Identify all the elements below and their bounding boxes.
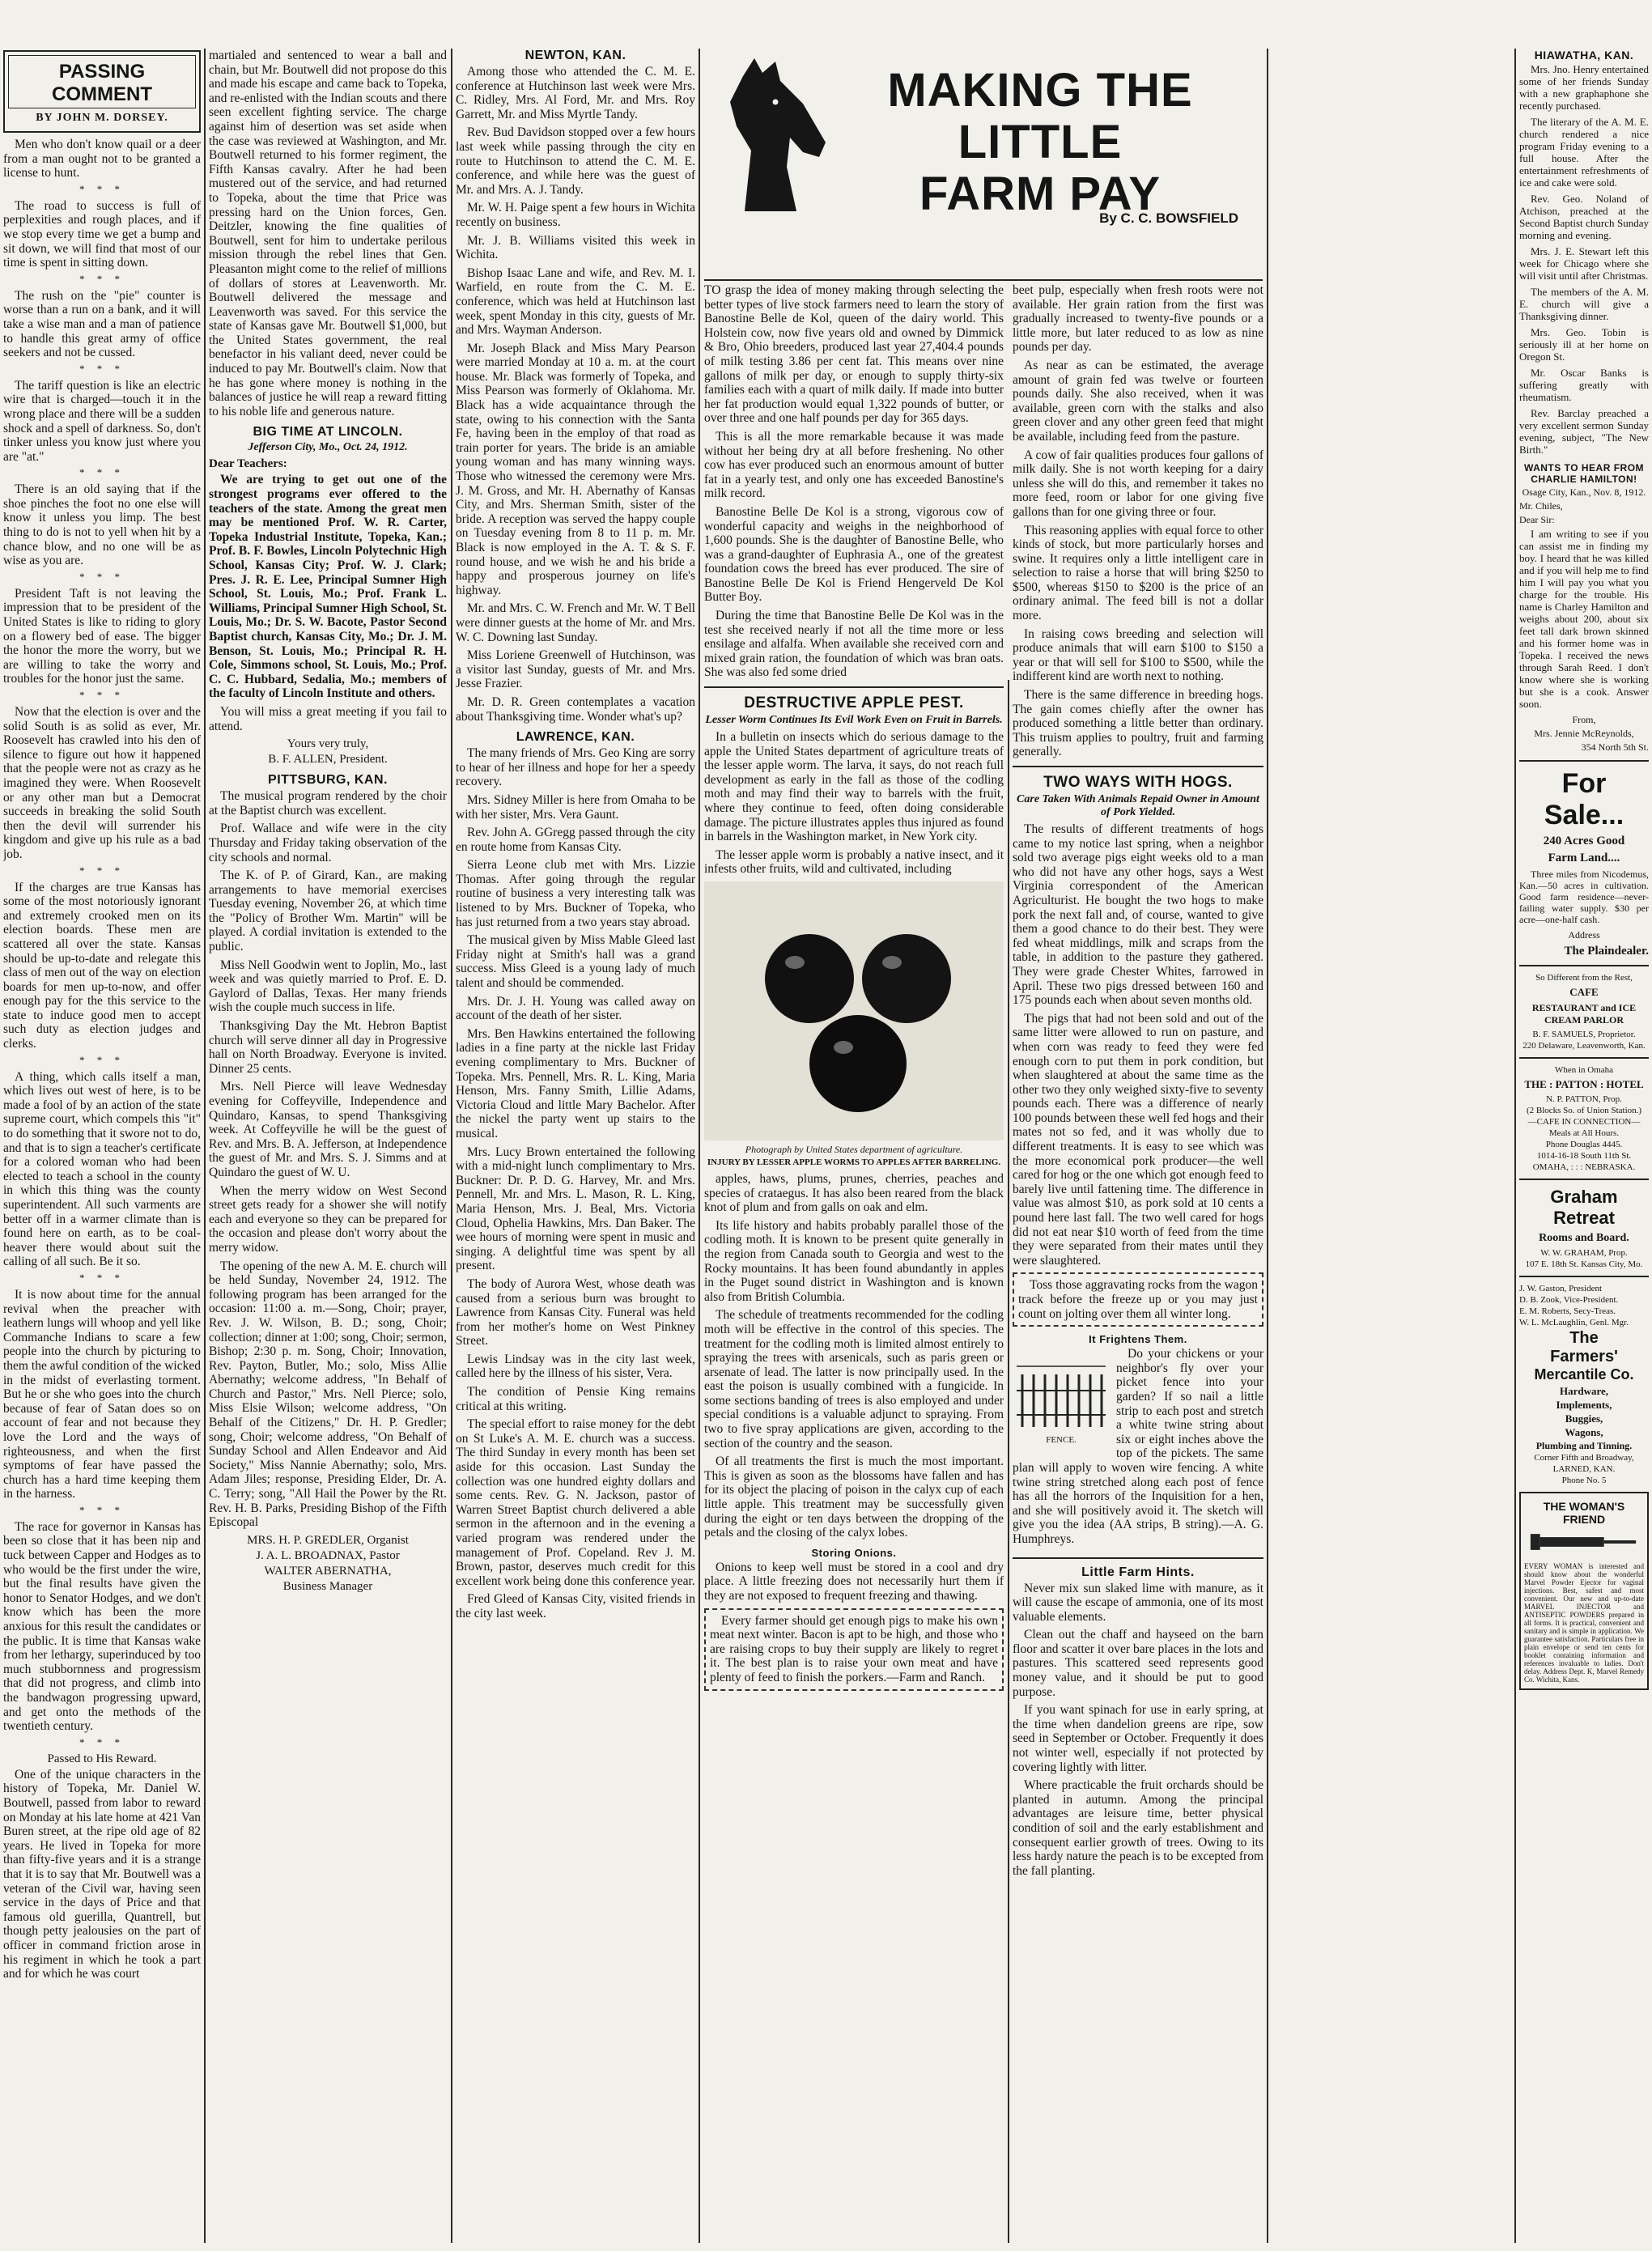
paragraph: beet pulp, especially when fresh roots were not available. Her grain ration from the first was gradually increased to twenty-five pounds or a little more, but later reduced to as low as nine pounds per day. — [1013, 283, 1263, 355]
feature-byline: By C. C. BOWSFIELD — [1099, 210, 1238, 226]
heading-little-farm-hints: Little Farm Hints. — [1081, 1565, 1195, 1579]
paragraph: This is all the more remarkable because it was made without her being dry at all before freshening. No other cow has ever produced such an enormous amount of butter fat in a yearly test, and only one has exceeded Banostine's milk record. — [704, 429, 1004, 501]
paragraph: One of the unique characters in the history of Topeka, Mr. Daniel W. Boutwell, passed from labor to reward on Monday at his late home at 421 Van Buren street, at the ripe old age of 82 years. He lived in Topeka for more than fifty-five years and it is a strange that it is to say that Mr. Boutwell was a veteran of the Civil war, having seen service in the days of Price and that famous old guerilla, Quantrell, but though petty jealousies on the part of officer in command friction arose in his regiment in which he took a part and for which he was court — [3, 1767, 201, 1981]
paragraph: The musical given by Miss Mable Gleed last Friday night at Smith's hall was a grand success. Miss Gleed is a young lady of much talent and should be commended. — [456, 933, 695, 991]
ad-line: 240 Acres Good — [1543, 835, 1625, 847]
paragraph: Banostine Belle De Kol is a strong, vigorous cow of wonderful capacity and weighs in the neighborhood of 1,600 pounds. She is the daughter of Banostine Belle, who was a grand-daughter of Euphrasia A., one of the greatest foundation cows the breed has ever produced. The sire of Banostine Belle De Kol is Friend Hengerveld De Kol Butter Boy. — [704, 504, 1004, 605]
ad-line: When in Omaha — [1554, 1065, 1614, 1075]
paragraph: Men who don't know quail or a deer from a man ought not to be granted a license to hunt. — [3, 138, 201, 181]
paragraph: Mrs. Ben Hawkins entertained the following ladies in a fine party at the nickle last Friday evening complimentary to Mrs. Buckner of Topeka. Mrs. Pennell, Mrs. R. L. King, Maria Henson, Mrs. Fanny Smith, Lillie Adams, Victoria Cloud and little Mary Bachelor. After the nickel the party went up stairs to the musical. — [456, 1026, 695, 1140]
paragraph: The special effort to raise money for the debt on St Luke's A. M. E. church was a success. The third Sunday in every month has been set aside for this occasion. Last Sunday the collection was one hundred eighty dollars and some cents. Rev. G. N. Jackson, pastor of Warren Street Baptist church delivered a able sermon in the afternoon and in the evening a varied program was rendered under the management of Prof. Copeland. Rev J. M. Brown, pastor, deserves much credit for this excellent work being done this conference year. — [456, 1417, 695, 1588]
passing-comment-byline: BY JOHN M. DORSEY. — [36, 112, 168, 124]
paragraph: Bishop Isaac Lane and wife, and Rev. M. I. Warfield, en route from the C. M. E. conference, which was held at Hutchinson last week, spent Monday in this city, guests of Mr. and Mrs. Wayman Anderson. — [456, 265, 695, 338]
ad-line: (2 Blocks So. of Union Station.) — [1526, 1106, 1642, 1115]
ad-line: W. W. GRAHAM, Prop. — [1540, 1248, 1628, 1258]
paragraph: Mrs. Jno. Henry entertained some of her friends Sunday with a new graphaphone she recently purchased. — [1519, 63, 1649, 112]
salutation: Dear Teachers: — [209, 457, 287, 471]
paragraph: President Taft is not leaving the impression that to be president of the United States is like to riding to glory on a flowery bed of ease. The bigger the honor the more the worry, but we are willing to take the worry and troubles for the honor just the same. — [3, 586, 201, 686]
ad-line: E. M. Roberts, Secy-Treas. — [1519, 1306, 1616, 1316]
heading-hiawatha: HIAWATHA, KAN. — [1534, 49, 1634, 62]
paragraph: A thing, which calls itself a man, which lives out west of here, is to be made a fool of by an action of the state supreme court, which compels this "it" to do something that it swore not to do, and that is to sign a teacher's certificate for a colored woman who had been elected to teach a school in the county in which this thing was the county superintendent. All such varments are better off in a warmer climate than is found here on earth, as to be coal-heaver there would about suit the calling of all such. Be it so. — [3, 1069, 201, 1269]
signature-name: B. F. ALLEN, President. — [268, 753, 388, 767]
paragraph: If you want spinach for use in early spring, at the time when dandelion greens are ripe, sow seed in September or October. Frequently it does not winter well, especially if not protected by covering lightly with litter. — [1013, 1703, 1263, 1774]
paragraph: Miss Loriene Greenwell of Hutchinson, was a visitor last Sunday, guests of Mr. and Mrs. Jesse Frazier. — [456, 648, 695, 691]
paragraph: Miss Nell Goodwin went to Joplin, Mo., last week and was quietly married to Prof. E. D. Gaylord of Dallas, Texas. Her many friends wish the couple much success in life. — [209, 958, 447, 1015]
column-newton-lawrence — [456, 49, 695, 2243]
column-hiawatha-ads — [1519, 49, 1649, 2243]
column-rule — [204, 49, 206, 2243]
ad-line: Phone Douglas 4445. — [1545, 1140, 1623, 1149]
heading-apple-pest: DESTRUCTIVE APPLE PEST. — [744, 694, 964, 712]
heading-charlie-hamilton: WANTS TO HEAR FROM CHARLIE HAMILTON! — [1523, 462, 1645, 485]
paragraph: When the merry widow on West Second street gets ready for a shower she will notify each and everyone so they can be prepared for the occasion and please don't worry about the merry widow. — [209, 1183, 447, 1255]
sub-heading: Passed to His Reward. — [47, 1752, 157, 1765]
paragraph: Mr. W. H. Paige spent a few hours in Wichita recently on business. — [456, 201, 695, 229]
passing-comment-box — [3, 50, 201, 133]
paragraph: The pigs that had not been sold and out of the same litter were allowed to run on pasture, and when corn was ready to feed they were fed enough corn to put them in pork condition, but when slaughtered at about the same time as the other two they only weighed sixty-five to seventy pounds each. There was a difference of nearly 100 pounds between these well fed hogs and their mates not so fed, and it was wholly due to different treatments. It is easy to see which was the more economical pork producer—the well cared for hog or the one which got enough feed to barely live until fattening time. The difference in value was almost $10, as pork sold at 10 cents a pound here last fall. The two well cared for hogs did not eat near $10 worth of feed from the time they were separated from their mates until they were slaughtered. — [1013, 1011, 1263, 1268]
ad-line: The — [1569, 1329, 1599, 1347]
paragraph: Thanksgiving Day the Mt. Hebron Baptist church will serve dinner all day in Progressive hall on North Broadway. Everyone is invited. Dinner 25 cents. — [209, 1019, 447, 1076]
column-farm-pay-right — [1013, 283, 1263, 2243]
paragraph: Of all treatments the first is much the most important. This is given as soon as the blossoms have fallen and has for its object the placing of poison in the calyx cup of each little apple. This treatment may be successfully given during the eight or ten days between the dropping of the petals and the closing of the calyx lobes. — [704, 1455, 1004, 1540]
paragraph: Mrs. Geo. Tobin is seriously ill at her home on Oregon St. — [1519, 326, 1649, 363]
paragraph: Mrs. Lucy Brown entertained the following with a mid-night lunch complimentary to Mrs. Buckner: Dr. P. D. G. Harvey, Mr. and Mrs. Pennell, Mr. and Mrs. L. Mason, R. L. King, Maria Henson, Mrs. J. Beal, Mrs. Victoria Cloud, Ophelia Hawkins, Mrs. Dan Baker. The wee hours of morning were spent in music and singing. A delightful time was spent by all present. — [456, 1145, 695, 1273]
ad-line: Hardware, — [1559, 1385, 1609, 1397]
paragraph: The musical program rendered by the choir at the Baptist church was excellent. — [209, 789, 447, 818]
ad-line: Corner Fifth and Broadway, — [1534, 1453, 1634, 1463]
signature-line: Yours very truly, — [287, 737, 369, 751]
paragraph: Rev. Geo. Noland of Atchison, preached at the Second Baptist church Sunday morning and evening. — [1519, 193, 1649, 241]
column-rule — [1008, 680, 1009, 2243]
column-rule — [699, 49, 700, 2243]
horse-head-icon — [712, 53, 834, 215]
ad-line: —CAFE IN CONNECTION— — [1527, 1117, 1641, 1127]
letter-from-name: Mrs. Jennie McReynolds, — [1534, 728, 1634, 739]
fence-sketch — [1013, 1350, 1110, 1447]
paragraph: The lesser apple worm is probably a native insect, and it infests other fruits, wild and cultivated, including — [704, 847, 1004, 877]
paragraph: This reasoning applies with equal force to other kinds of stock, but more particularly horses and swine. It requires only a little intelligent care in selection to raise a horse that will bring $250 to $500, whereas $150 to $200 is the price of an ordinary animal. The feed bill is not a dollar more. — [1013, 523, 1263, 623]
heading-storing-onions: Storing Onions. — [811, 1546, 897, 1559]
paragraph: You will miss a great meeting if you fail to attend. — [209, 704, 447, 733]
paragraph: Mrs. Dr. J. H. Young was called away on account of the death of her sister. — [456, 994, 695, 1023]
passing-comment-title: PASSING COMMENT — [8, 55, 196, 108]
ad-line: LARNED, KAN. — [1552, 1464, 1616, 1474]
paragraph: It is now about time for the annual revival when the preacher with leathern lungs will whoop and yell like Commanche Indians to scare a few people into the church by picturing to them the awful condition of the wicked in the midst of everlasting torment. But he or she who goes into the church because of fear of Satan does so on account of fear and not because they love the Lord and the ways of righteousness, and when the first symptoms of fear have passed the church has a hard time keeping them in the harness. — [3, 1287, 201, 1501]
paragraph: The road to success is full of perplexities and rough places, and if we stop every time we get a bump and sit down, we will find that most of our time is spent in sitting down. — [3, 198, 201, 270]
paragraph: Fred Gleed of Kansas City, visited friends in the city last week. — [456, 1592, 695, 1620]
paragraph: The race for governor in Kansas has been so close that it has been nip and tuck between Capper and Hodges as to who would be the first under the wire, but the final results have given the honor to Senator Hodges, and we don't know which has been the more anxious for this result the candidates or the public. It is time that Kansas wake from her lethargy, superinduced by too much stubbornness and progressism that did not progress, and climb into the bandwagon progressing upward, and get onto the methods of the twentieth century. — [3, 1519, 201, 1734]
heading-newton: NEWTON, KAN. — [524, 49, 626, 62]
paragraph: The members of the A. M. E. church will give a Thanksgiving dinner. — [1519, 286, 1649, 322]
ad-line: Buggies, — [1565, 1412, 1603, 1425]
paragraph: The results of different treatments of hogs came to my notice last spring, when a neighbor sold two average pigs eight weeks old to a man who did not have any other hogs, says a West Virginia correspondent of the American Agriculturist. He bought the two hogs to make pork the next fall and, of course, wanted to give them a good chance to do their best. They were fed wheat middlings, milk and scraps from the table, in addition to the pasture they gathered. They were grade Chester Whites, farrowed in April. These two pigs dressed between 160 and 175 pounds each when about seven months old. — [1013, 822, 1263, 1008]
ad-line: J. W. Gaston, President — [1519, 1284, 1603, 1293]
heading-big-time-at-lincoln: BIG TIME AT LINCOLN. — [253, 425, 403, 440]
heading-it-frightens-them: It Frightens Them. — [1089, 1333, 1187, 1346]
ad-line: 220 Delaware, Leavenworth, Kan. — [1522, 1041, 1646, 1051]
paragraph: TO grasp the idea of money making through selecting the better types of live stock farmers need to learn the story of Banostine Belle de Kol, queen of the dairy world. This Holstein cow, now five years old and owned by Dimmick & Bro, Ohio breeders, produced last year 27,404.4 pounds of milk testing 3.86 per cent fat. This means over nine gallons of milk per day, or enough to supply thirty-six families each with a quart of milk daily. If made into butter her fat production would equal 1,322 pounds of butter, or over three and one half pounds per day for 365 days. — [704, 283, 1004, 426]
ad-line: RESTAURANT and ICE CREAM PARLOR — [1531, 1002, 1637, 1026]
signature-line: MRS. H. P. GREDLER, Organist — [247, 1533, 409, 1547]
heading-two-ways-with-hogs: TWO WAYS WITH HOGS. — [1043, 774, 1233, 791]
ad-line: Plumbing and Tinning. — [1535, 1440, 1633, 1451]
ad-line: THE : PATTON : HOTEL — [1524, 1078, 1644, 1090]
paragraph: The rush on the "pie" counter is worse than a run on a bank, and it will take a wise man and a man of patience to handle this great army of office seekers and not be cussed. — [3, 288, 201, 360]
ad-line: Address — [1568, 929, 1600, 941]
ad-line: So Different from the Rest, — [1535, 973, 1633, 983]
paragraph: Mr. Joseph Black and Miss Mary Pearson were married Monday at 10 a. m. at the court house. Mr. Black was formerly of Topeka, and Miss Pearson was formerly of Oklahoma. Mr. Black has a wide acquaintance through the state, owing to his connection with the Santa Fe, having been in the employ of that road as train porter for years. The bride is an amiable young woman and has many winning ways. Those who witnessed the ceremony were Mrs. J. M. Gross, and Mr. H. Abernathy of Kansas City, and Mrs. Sherman Smith, sister of the bride. A reception was served the happy couple on Tuesday evening from 8 to 11 p. m. Mr. Black is now employed in the A. T. & S. F. round house, and we wish he and his bride a happy and prosperous journey on life's highway. — [456, 341, 695, 597]
column-rule — [451, 49, 452, 2243]
paragraph: In raising cows breeding and selection will produce animals that will earn $100 to $150 a year or that will sell for $100 to $500, while the indifferent kind are worth next to nothing. — [1013, 626, 1263, 684]
womans-friend-text: EVERY WOMAN is interested and should know about the wonderful Marvel Powder Ejector for vaginal injections. Best, safest and most convenient. Our new and up-to-date MARVEL INJECTOR and ANTISEPTIC POWDERS prepared in all forms. It is practical, convenient and sanitary and is simple in application. We guarantee satisfaction. Particulars free in plain envelope or send ten cents for booklet containing information and references invaluable to ladies. Don't delay. Address Dept. K, Marvel Remedy Co. Wichita, Kans. — [1524, 1562, 1644, 1684]
paragraph: Rev. John A. GGregg passed through the city en route home from Kansas City. — [456, 826, 695, 854]
column-lincoln-pittsburg — [209, 49, 447, 2243]
paragraph: Onions to keep well must be stored in a cool and dry place. A little freezing does not necessarily hurt them if they are not exposed to frequent freezing and thawing. — [704, 1560, 1004, 1603]
paragraph: The literary of the A. M. E. church rendered a nice program Friday evening to a full house. After the entertainment refreshments of ice and cake were sold. — [1519, 116, 1649, 189]
paragraph: Do your chickens or your neighbor's fly over your picket fence into your garden? If so nail a little strip to each post and stretch a white twine string about six or eight inches above the top of the pickets. The same plan will apply to woven wire fencing. A white twine string stretched along each post of fence has all the horrors of the Inquisition for a hen, and she will positively avoid it. The sketch will give you the idea (AA strips, B string).—A. G. Humphreys. — [1013, 1347, 1263, 1546]
ad-line: Implements, — [1556, 1399, 1612, 1411]
paragraph: The opening of the new A. M. E. church will be held Sunday, November 24, 1912. The following program has been arranged for the occasion: 11:00 a. m.—Song, Choir; prayer, Rev. J. W. Wilson, B. D.; song, Choir; collection; dinner at 1:00; song, Choir; sermon, Bishop; 2:30 p. m. Song, Choir; Innovation, Rev. Payton, Butler, Mo.; solo, Miss Allie Abernathy; welcome address, "In Behalf of Church and Pastor," Mrs. Nell Pierce; solo, Miss Elsie Wilson; welcome address, "On Behalf of the Citizens," Dr. H. P. Gredler; song, Choir; welcome address, "On Behalf of Sunday School and Allen Endeavor and Aid Society," Miss Nannie Abernathy; solo, Mrs. Adam Jiles; response, Presiding Elder, Dr. A. C. Terry; song, "All Hail the Power by the Rt. Rev. H. B. Parks, Presiding Bishop of the Fifth Episcopal — [209, 1259, 447, 1530]
paragraph: Mrs. Sidney Miller is here from Omaha to be with her sister, Mrs. Vera Gaunt. — [456, 792, 695, 822]
paragraph: Now that the election is over and the solid South is as solid as ever, Mr. Roosevelt has crawled into his den of silence to figure out how it happened that the people were not as crazy as he imagined they were. When Roosevelt or any other man but a Democrat succeeds in breaking the solid South then the devil will surrender his kingdom and give up his rule as a bad job. — [3, 705, 201, 861]
ad-line: OMAHA, : : : NEBRASKA. — [1532, 1162, 1636, 1172]
paragraph: There is an old saying that if the shoe pinches the foot no one else will know it unless you limp. The best thing to do is not to yell when hit by a chance blow, and no one will be as wise as you are. — [3, 482, 201, 568]
rocks-tip-box: Toss those aggravating rocks from the wagon track before the freeze up or you may just count on jolting over them all winter long. — [1013, 1272, 1263, 1327]
column-rule — [1514, 49, 1516, 2243]
subheading-apple-pest: Lesser Worm Continues Its Evil Work Even on Fruit in Barrels. — [705, 714, 1003, 727]
subheading-hogs: Care Taken With Animals Repaid Owner in Amount of Pork Yielded. — [1017, 793, 1259, 818]
ad-line: D. B. Zook, Vice-President. — [1519, 1295, 1619, 1305]
paragraph: martialed and sentenced to wear a ball and chain, but Mr. Boutwell did not propose do this and made his escape and came back to Topeka, and re-enlisted with the Indian scouts and there seen excellent fighting service. The charge against him of desertion was set aside when the case was reviewed at Washington, and Mr. Boutwell returned to his former regiment, the Fifth Kansas cavalry. After he had been mustered out of the service, and had returned to Topeka, about the time that Price was pressing hard on the Union forces, Gen. Deitzler, knowing the fine qualities of Boutwell, sent for him to undertake perilous mission through the rebel lines that Gen. Pleasanton might come to the relief of millions of dollars of stores at Leavenworth. Mr. Boutwell delivered the message and Leavenworth was saved. For this service the state of Kansas gave Mr. Boutwell $1,000, but the United States government, the real benefactor in his valiant deed, never could be induced to pay Mr. Boutwell's claim. Now that he has gone where money is nothing in the balances of justice he will reap a reward fitting to his noble life and generous nature. — [209, 49, 447, 418]
ad-line: Wagons, — [1565, 1426, 1603, 1438]
ad-line: 107 E. 18th St. Kansas City, Mo. — [1525, 1259, 1643, 1269]
letter-from: From, — [1572, 714, 1596, 725]
column-rule — [1267, 49, 1268, 2243]
paragraph: Among those who attended the C. M. E. conference at Hutchinson last week were Mrs. C. Ridley, Mrs. Al Ford, Mr. and Mrs. Roy Garrett, Mr. and Miss Myrtle Tandy. — [456, 65, 695, 121]
photo-caption: INJURY BY LESSER APPLE WORMS TO APPLES AFTER BARRELING. — [707, 1157, 1001, 1167]
paragraph: We are trying to get out one of the strongest programs ever offered to the teachers of the state. Among the great men may be mentioned Prof. W. R. Carter, Topeka Industrial Institute, Topeka, Kan.; Prof. B. F. Bowles, Lincoln Polytechnic High School, Kansas City; Prof. W. J. Clark; Pres. J. R. E. Lee, Principal Sumner High School, St. Louis, Mo.; Prof. Frank L. Williams, Principal Sumner High School, St. Louis, Mo.; Dr. S. W. Bacote, Pastor Second Baptist church, Kansas City, Mo.; Dr. J. M. Benson, St. Louis, Mo.; Principal R. H. Cole, Simmons school, St. Louis, Mo.; Prof. C. C. Hubbard, Sedalia, Mo.; members of the faculty of Lincoln Institute and others. — [209, 473, 447, 701]
for-sale-title: For Sale... — [1544, 768, 1624, 830]
ad-line: Meals at All Hours. — [1548, 1128, 1620, 1138]
signature-line: Business Manager — [282, 1579, 373, 1593]
paragraph: Mr. J. B. Williams visited this week in Wichita. — [456, 233, 695, 262]
mercantile-title: Mercantile Co. — [1534, 1366, 1634, 1382]
paragraph: The K. of P. of Girard, Kan., are making arrangements to have memorial exercises Tuesday evening, November 26, at which time the "Policy of Brother Wm. Martin" will be played. A cordial invitation is extended to the public. — [209, 869, 447, 954]
paragraph: apples, haws, plums, prunes, cherries, peaches and species of crataegus. It has also been reared from the black knot of plum and from galls on oak and elm. — [704, 1171, 1004, 1215]
feature-headline — [704, 49, 1263, 281]
paragraph: Mrs. J. E. Stewart left this week for Chicago where she will visit until after Christmas. — [1519, 245, 1649, 282]
apples-photo — [704, 881, 1004, 1140]
paragraph: A cow of fair qualities produces four gallons of milk daily. She is not worth keeping for a dairy unless she will do this, and remember it takes no more feed, room or labor for one giving five gallons than for one giving three or four. — [1013, 448, 1263, 519]
column-farm-pay-left — [704, 283, 1004, 2243]
dateline: Osage City, Kan., Nov. 8, 1912. — [1522, 486, 1646, 498]
heading-pittsburg: PITTSBURG, KAN. — [268, 773, 388, 788]
ad-line: The Plaindealer. — [1564, 945, 1649, 958]
paragraph: Lewis Lindsay was in the city last week, called here by the illness of his sister, Vera. — [456, 1352, 695, 1381]
paragraph: If the charges are true Kansas has some of the most notoriously ignorant and extremely crooked men on its election boards. These men are scattered all over the state. Kansas should be up-to-date and relegate this class of men out of the way on election boards for men up-to-now, and offer enough pay for the this service to the state to induce good men to accept such duty as election judges and clerks. — [3, 880, 201, 1051]
paragraph: Rev. Bud Davidson stopped over a few hours last week while passing through the city en route to Hutchinson to attend the C. M. E. conference, and while here was the guest of Mr. and Mrs. A. J. Tandy. — [456, 125, 695, 197]
ad-line: Phone No. 5 — [1561, 1476, 1607, 1485]
farmer-tip-box: Every farmer should get enough pigs to make his own meat next winter. Bacon is apt to be high, and those who are raising crops to buy their supply are likely to regret it. The best plan is to raise your own meat and have plenty of feed to finish the porkers.—Farm and Ranch. — [704, 1608, 1004, 1691]
paragraph: Sierra Leone club met with Mrs. Lizzie Thomas. After going through the regular routine of business a very interesting talk was listened to by Mrs. Buckner of Topeka, who has just returned from a two years stay abroad. — [456, 858, 695, 929]
paragraph: I am writing to see if you can assist me in finding my boy. I heard that he was killed and if you will help me to find him I will pay you what you charge for the trouble. His name is Charley Hamilton and weighs about 200, about six feet tall dark brown skinned and his former home was in Topeka. I received the news through Sarah Reed. I don't know where she is working but she is a cook. Answer soon. — [1519, 528, 1649, 710]
ad-line: B. F. SAMUELS, Proprietor. — [1532, 1030, 1636, 1039]
paragraph: During the time that Banostine Belle De Kol was in the test she received nearly if not all the time more or less ensilage and alfalfa. When available she received corn and mixed grain ration, the foundation of which was bran oats. She was also fed some dried — [704, 609, 1004, 680]
fence-label: FENCE. — [1046, 1435, 1077, 1446]
paragraph: As near as can be estimated, the average amount of grain fed was twelve or fourteen pounds daily. She also received, when it was available, green corn with the stalks and also green clover and any other green feed that might be available, including feed from the pasture. — [1013, 358, 1263, 444]
paragraph: There is the same difference in breeding hogs. The gain comes chiefly after the owner has produced something a little better than ordinary. This truism applies to poultry, fruit and farming generally. — [1013, 688, 1263, 759]
paragraph: The body of Aurora West, whose death was caused from a serious burn was brought to Lawrence from Kansas City. Funeral was held from her mother's home on West Pinkney Street. — [456, 1276, 695, 1348]
paragraph: Mrs. Nell Pierce will leave Wednesday evening for Coffeyville, Independence and Quindaro, Kansas, to spend Thanksgiving week. At Coffeyville he will be the guest of Rev. and Mrs. B. A. Jefferson, at Independence the guest of Mr. and Mrs. S. J. Simms and at Quindaro the guest of W. U. — [209, 1080, 447, 1179]
column-passing-comment: PASSING COMMENT BY JOHN M. DORSEY. Men who don't know quail or a deer from a man ought not to be granted a license to hunt. * * * The road to success is full of perplexities and rough places, and if we stop every time we get a bump and sit down, we will find that most of our time is spent in sitting down. * * * The rush on the "pie" counter is worse than a run on a bank, and it will take a wise man and a man of patience to handle this great army of office seekers and not be cussed. * * * The tariff question is like an electric wire that is charged—touch it in the wrong place and there will be a sudden shock and a spell of darkness. So, don't tinker unless you know just where you are "at." * * * There is an old saying that if the shoe pinches the foot no one else will know it unless you limp. The best thing to do is not to yell when hit by a chance blow, and no one will be as wise as you are. * * * President Taft is not leaving the impression that to be president of the United States is like to riding to glory on a flowery bed of ease. The bigger the honor the more the worry, but we are willing to take the worry and troubles for the honor just the same. * * * Now that the election is over and the solid South is as solid as ever, Mr. Roosevelt has crawled into his den of silence to figure out how it happened that the people were not as crazy as he imagined they were. When Roosevelt or any other man but a Democrat succeeds in breaking the solid South then the devil will surrender his kingdom and give up his rule as a bad job. * * * If the charges are true Kansas has some of the most notoriously ignorant and extremely crooked men on its election boards. These men are scattered all over the state. Kansas should be up-to-date and relegate this class of men out of the way on election boards for men up-to-now, and offer enough pay for the this service to the state to induce good men to accept such duty as election judges and clerks. * * * A thing, which calls itself a man, which lives out west of here, is to be made a fool of by an action of the state supreme court, which compels this "it" to do something that it swore not to do, and that is to sign a teacher's certificate for a colored woman who had been elected to teach a school in the county in which this thing was the county superintendent. All such varments are better off in a warmer climate than is found here on earth, as to be coal-heaver there would about suit the calling of all such. Be it so. * * * It is now about time for the annual revival when the preacher with leathern lungs will whoop and yell like Commanche Indians to scare a few people into the church by picturing to them the awful condition of the wicked in the midst of everlasting torment. But he or she who goes into the church because of fear of Satan does so on account of fear and not because they love the Lord and the ways of righteousness, and when the first symptoms of fear have passed the church has a hard time keeping them in the harness. * * * The race for governor in Kansas has been so close that it has been nip and tuck between Capper and Hodges as to who would be the first under the wire, but the final results have given the honor to Senator Hodges, and we don't know which has been the more anxious for this result the candidates or the public. It is time that Kansas wake from her lethargy, superinduced by too much stubbornness and progressism that did not progress, and climb into the bandwagon progressing upward, and get onto the methods of the twentieth century. * * * Passed to His Reward. One of the unique characters in the history of Topeka, Mr. Daniel W. Boutwell, passed from labor to reward on Monday at his late home at 421 Van Buren street, at the ripe old age of 82 years. He lived in Topeka for more than fifty-five years and it is a strange that it is to say that Mr. Boutwell was a veteran of the Civil war, having seen service in the days of Price and that famous old guerilla, Quantrell, but though petty jealousies on the part of officer in command friction arose in his regiment in which he took a part and for which he was court — [3, 49, 201, 2243]
paragraph: Mr. D. R. Green contemplates a vacation about Thanksgiving time. Wonder what's up? — [456, 694, 695, 724]
signature-line: J. A. L. BROADNAX, Pastor — [256, 1548, 400, 1562]
letter-from-address: 354 North 5th St. — [1581, 741, 1649, 753]
heading-lawrence: LAWRENCE, KAN. — [516, 730, 635, 745]
ad-line: Rooms and Board. — [1539, 1232, 1629, 1244]
ad-line: CAFE — [1569, 986, 1599, 998]
paragraph: Prof. Wallace and wife were in the city Thursday and Friday taking observation of the city schools and normal. — [209, 822, 447, 864]
ad-line: Farm Land.... — [1548, 852, 1620, 864]
womans-friend-ad — [1519, 1492, 1649, 1690]
dateline: Jefferson City, Mo., Oct. 24, 1912. — [248, 441, 408, 454]
ad-line: 1014-16-18 South 11th St. — [1536, 1151, 1632, 1161]
salutation: Mr. Chiles, — [1519, 500, 1563, 512]
signature-line: WALTER ABERNATHA, — [264, 1564, 392, 1578]
paragraph: Mr. Oscar Banks is suffering greatly with rheumatism. — [1519, 367, 1649, 403]
graham-retreat-title: Graham Retreat — [1550, 1187, 1618, 1228]
ad-line: W. L. McLaughlin, Genl. Mgr. — [1519, 1318, 1629, 1327]
ad-description: Three miles from Nicodemus, Kan.—50 acres in cultivation. Good farm residence—never-failing water supply. $30 per acre—one-half cash. — [1519, 869, 1649, 925]
paragraph: The condition of Pensie King remains critical at this writing. — [456, 1385, 695, 1413]
paragraph: In a bulletin on insects which do serious damage to the apple the United States department of agriculture treats of the lesser apple worm. The larva, it says, do not reach full development as early in the fall as those of the codling moth and may find their way to barrels with the fruit, where they continue to feed, often doing considerable damage. The picture illustrates apples thus injured as found in barrels in the Washington market, in New York city. — [704, 730, 1004, 844]
feature-title: MAKING THE LITTLE FARM PAY — [887, 64, 1193, 220]
paragraph: Never mix sun slaked lime with manure, as it will cause the escape of ammonia, one of its most valuable elements. — [1013, 1581, 1263, 1624]
paragraph: Rev. Barclay preached a very excellent sermon Sunday evening, subject, "The New Birth." — [1519, 407, 1649, 456]
paragraph: The many friends of Mrs. Geo King are sorry to hear of her illness and hope for her a speedy recovery. — [456, 746, 695, 789]
paragraph: The schedule of treatments recommended for the codling moth will be effective in the control of this species. The treatment for the codling moth is limited almost entirely to spraying the trees with arsenicals, such as paris green or arsenate of lead. The latter is now principally used. In the east the poison is usually combined with a fungicide. In some sections banding of trees is also employed and under special conditions is a valuable adjunct to spraying. From two to five spray applications are given, according to the section of the country and the season. — [704, 1308, 1004, 1450]
ad-line: N. P. PATTON, Prop. — [1546, 1094, 1622, 1104]
ad-line: Farmers' — [1550, 1348, 1618, 1365]
syringe-icon — [1524, 1526, 1644, 1558]
paragraph: Clean out the chaff and hayseed on the barn floor and scatter it over bare places in the lots and pastures. This scattered seed represents good money value, and it should be put to good purpose. — [1013, 1628, 1263, 1699]
womans-friend-title: THE WOMAN'S FRIEND — [1543, 1500, 1625, 1526]
paragraph: Its life history and habits probably parallel those of the codling moth. It is known to be present quite generally in the region from Canada south to Georgia and west to the Rocky mountains. It has been found abundantly in apples in the Puget sound district in Washington and is known also from British Columbia. — [704, 1218, 1004, 1304]
paragraph: The tariff question is like an electric wire that is charged—touch it in the wrong place and there will be a sudden shock and a spell of darkness. So, don't tinker unless you know just where you are "at." — [3, 378, 201, 464]
salutation: Dear Sir: — [1519, 514, 1555, 525]
paragraph: Where practicable the fruit orchards should be planted in autumn. Among the principal advantages are leisure time, better physical condition of soil and the early establishment and consequent earlier growth of trees. Owing to its less hardy nature the peach is to be excepted from the fall planting. — [1013, 1778, 1263, 1878]
paragraph: Mr. and Mrs. C. W. French and Mr. W. T Bell were dinner guests at the home of Mr. and Mrs. W. C. Downing last Sunday. — [456, 601, 695, 644]
photo-credit: Photograph by United States department of agriculture. — [745, 1143, 963, 1155]
fence-icon — [1013, 1350, 1110, 1431]
